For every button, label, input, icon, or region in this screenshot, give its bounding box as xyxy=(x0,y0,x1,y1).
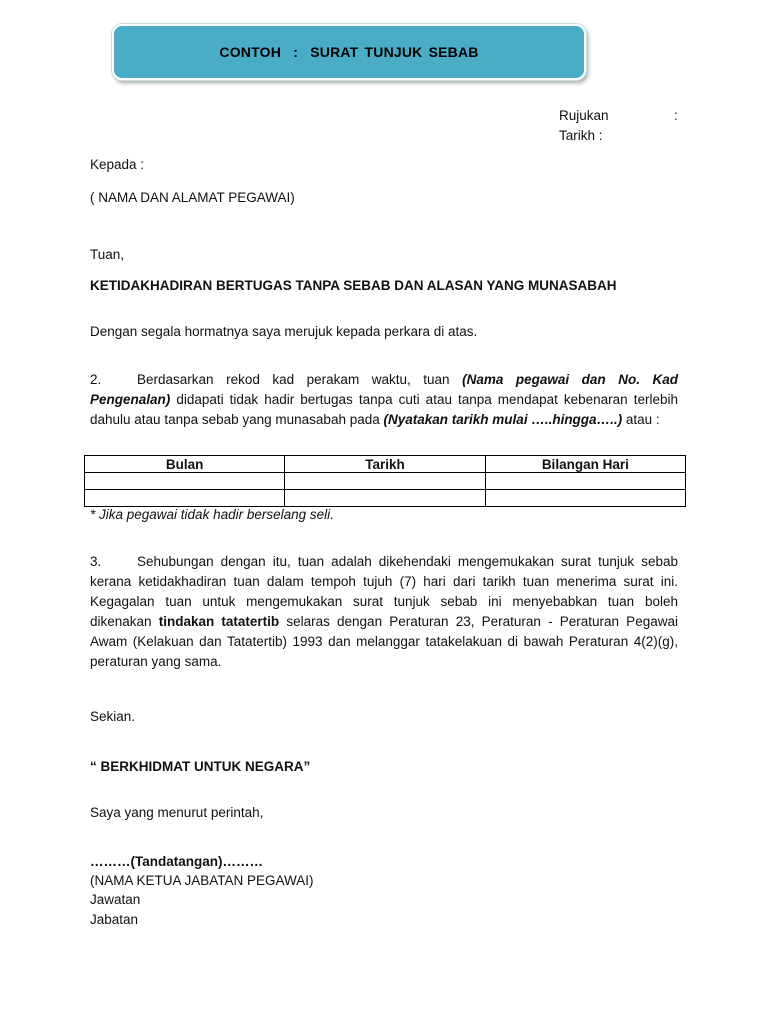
signatory-jabatan: Jabatan xyxy=(90,912,139,927)
para3-line-2: kerana ketidakhadiran tuan dalam tempoh tujuh (7) hari dari tarikh tuan menerima surat ini. xyxy=(90,574,678,589)
para2-text-2: didapati tidak hadir bertugas tanpa cuti atau tanpa mendapat kebenaran terlebih xyxy=(176,392,678,407)
document-title-banner xyxy=(112,24,586,80)
rujukan-colon: : xyxy=(674,108,678,123)
table-row xyxy=(85,490,686,507)
signatory-name: (NAMA KETUA JABATAN PEGAWAI) xyxy=(90,873,314,888)
table-cell xyxy=(485,490,685,507)
signature-line: ………(Tandatangan)……… xyxy=(90,854,263,869)
table-cell xyxy=(85,490,285,507)
para3-number: 3. xyxy=(90,554,102,569)
para3-line-4b: selaras dengan Peraturan 23, Peraturan - Peraturan Pegawai xyxy=(286,614,678,629)
para2-bold-2: Pengenalan) xyxy=(90,392,171,407)
recipient-name-address: ( NAMA DAN ALAMAT PEGAWAI) xyxy=(90,190,295,205)
table-cell xyxy=(485,473,685,490)
para2-bold-1: (Nama pegawai dan No. Kad xyxy=(462,372,678,387)
kepada-label: Kepada : xyxy=(90,157,145,172)
closing-motto: “ BERKHIDMAT UNTUK NEGARA” xyxy=(90,759,311,774)
table-header-tarikh: Tarikh xyxy=(285,456,485,473)
table-header-row xyxy=(85,456,686,473)
para3-line-6: peraturan yang sama. xyxy=(90,654,222,669)
table-footnote: * Jika pegawai tidak hadir berselang seli. xyxy=(90,507,334,522)
salutation: Tuan, xyxy=(90,247,125,262)
document-title: CONTOH : SURAT TUNJUK SEBAB xyxy=(219,44,479,60)
paragraph-2 xyxy=(90,370,678,430)
table-header-bilangan-hari: Bilangan Hari xyxy=(485,456,685,473)
para2-text-1: Berdasarkan rekod kad perakam waktu, tuan xyxy=(137,372,450,387)
para3-line-3: Kegagalan tuan untuk mengemukakan surat tunjuk sebab ini menyebabkan tuan boleh xyxy=(90,594,678,609)
table-row xyxy=(85,473,686,490)
tarikh-label: Tarikh : xyxy=(559,128,603,143)
para2-end: atau : xyxy=(625,412,660,427)
rujukan-label: Rujukan xyxy=(559,108,609,123)
para3-line-4-bold: tindakan tatatertib xyxy=(158,614,280,629)
para3-line-1: Sehubungan dengan itu, tuan adalah dikehendaki mengemukakan surat tunjuk sebab xyxy=(137,554,678,569)
para2-bold-3: (Nyatakan tarikh mulai …..hingga…..) xyxy=(383,412,623,427)
para3-line-4a: dikenakan xyxy=(90,614,152,629)
paragraph-3 xyxy=(90,552,678,672)
signatory-jawatan: Jawatan xyxy=(90,892,141,907)
table-header-bulan: Bulan xyxy=(85,456,285,473)
table-cell xyxy=(85,473,285,490)
table-cell xyxy=(285,473,485,490)
intro-paragraph: Dengan segala hormatnya saya merujuk kepada perkara di atas. xyxy=(90,324,478,339)
absence-table xyxy=(84,455,686,507)
table-cell xyxy=(285,490,485,507)
para2-number: 2. xyxy=(90,372,102,387)
para3-line-5: Awam (Kelakuan dan Tatatertib) 1993 dan melanggar tatakelakuan di bawah Peraturan 4(2)(g), xyxy=(90,634,678,649)
closing-sekian: Sekian. xyxy=(90,709,136,724)
para2-text-3: dahulu atau tanpa sebab yang munasabah pada xyxy=(90,412,380,427)
subject-heading: KETIDAKHADIRAN BERTUGAS TANPA SEBAB DAN ALASAN YANG MUNASABAH xyxy=(90,278,617,293)
closing-perintah: Saya yang menurut perintah, xyxy=(90,805,264,820)
